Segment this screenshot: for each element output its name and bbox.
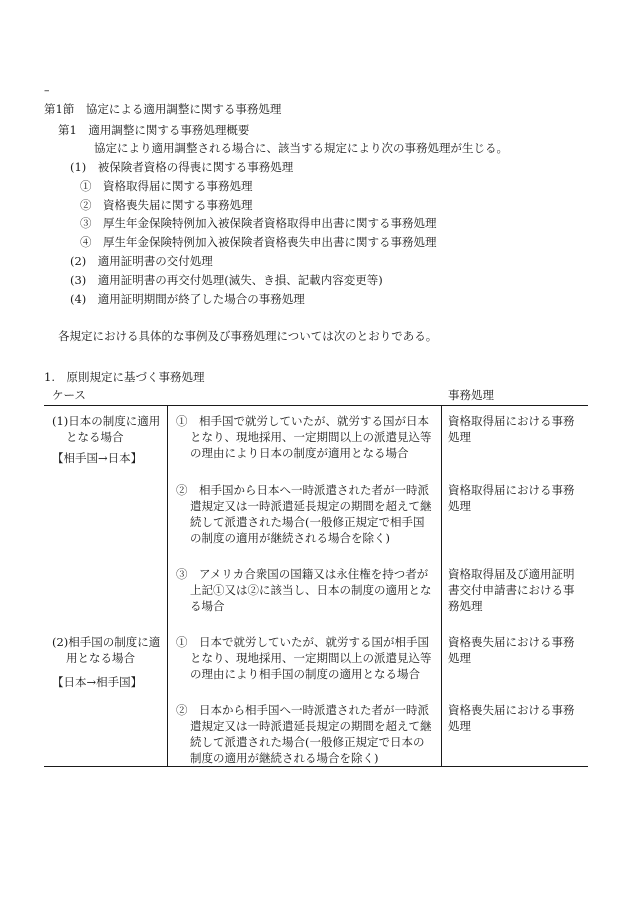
case-description-line: ② 相手国から日本へ一時派遣された者が一時派	[176, 483, 429, 497]
process-text	[448, 566, 584, 614]
case-description-line: ① 日本で就労していたが、就労する国が相手国	[176, 635, 429, 649]
outline-item: (2) 適用証明書の交付処理	[70, 254, 213, 268]
case-description	[176, 566, 438, 614]
table-divider-right	[441, 405, 442, 767]
case-description-line: 上記①又は②に該当し、日本の制度の適用とな	[190, 583, 432, 597]
case-group-tag: 【相手国→日本】	[52, 451, 143, 465]
principle-title: 1. 原則規定に基づく事務処理	[44, 370, 205, 384]
outline-item: (4) 適用証明期間が終了した場合の事務処理	[70, 292, 305, 306]
case-group-title-line2: 用となる場合	[66, 651, 135, 665]
case-group-title-line1: (2)相手国の制度に適	[52, 635, 161, 649]
case-description-line: の理由により相手国の制度の適用となる場合	[190, 667, 420, 681]
outline-item: ① 資格取得届に関する事務処理	[80, 179, 253, 193]
case-description-line: となり、現地採用、一定期間以上の派遣見込等	[190, 430, 432, 444]
case-description	[176, 482, 438, 546]
outline-item: (1) 被保険者資格の得喪に関する事務処理	[70, 160, 294, 174]
case-description-line: ③ アメリカ合衆国の国籍又は永住権を持つ者が	[176, 567, 429, 581]
case-group-title	[52, 634, 164, 666]
intro-text: 協定により適用調整される場合に、該当する規定により次の事務処理が生じる。	[94, 141, 508, 155]
outline-item: (3) 適用証明書の再交付処理(滅失、き損、記載内容変更等)	[70, 273, 383, 287]
case-description-line: 続して派遣された場合(一般修正規定で相手国	[190, 515, 425, 529]
case-description	[176, 702, 438, 766]
process-line: 書交付申請書における事	[448, 583, 575, 597]
case-group-title-line2: となる場合	[66, 430, 124, 444]
case-group-title	[52, 413, 164, 445]
case-group-tag: 【日本→相手国】	[52, 675, 143, 689]
section-title: 第1節 協定による適用調整に関する事務処理	[44, 102, 282, 116]
process-line: 処理	[448, 430, 471, 444]
process-line: 処理	[448, 651, 471, 665]
header-dash: –	[44, 84, 50, 97]
process-text	[448, 702, 584, 734]
process-line: 資格喪失届における事務	[448, 703, 575, 717]
column-header-case: ケース	[52, 388, 86, 402]
process-line: 処理	[448, 719, 471, 733]
table-top-rule	[44, 405, 588, 406]
outline-item: ② 資格喪失届に関する事務処理	[80, 198, 253, 212]
table-bottom-rule	[44, 766, 588, 767]
process-line: 資格取得届における事務	[448, 414, 575, 428]
outline-item: ③ 厚生年金保険特例加入被保険者資格取得申出書に関する事務処理	[80, 216, 437, 230]
case-description-line: の理由により日本の制度が適用となる場合	[190, 446, 409, 460]
process-line: 資格取得届及び適用証明	[448, 567, 575, 581]
sub-title: 第1 適用調整に関する事務処理概要	[58, 123, 250, 137]
process-line: 務処理	[448, 599, 483, 613]
case-description-line: 制度の適用が継続される場合を除く)	[190, 751, 379, 765]
case-description-line: 遣規定又は一時派遣延長規定の期間を超えて継	[190, 499, 432, 513]
process-text	[448, 482, 584, 514]
case-description	[176, 634, 438, 682]
case-description-line: る場合	[190, 599, 225, 613]
case-description	[176, 413, 438, 461]
case-group-title-line1: (1)日本の制度に適用	[52, 414, 161, 428]
case-description-line: の制度の適用が継続される場合を除く)	[190, 531, 390, 545]
table-divider-left	[167, 405, 168, 767]
case-description-line: となり、現地採用、一定期間以上の派遣見込等	[190, 651, 432, 665]
closing-text: 各規定における具体的な事例及び事務処理については次のとおりである。	[58, 329, 438, 343]
case-description-line: 続して派遣された場合(一般修正規定で日本の	[190, 735, 425, 749]
process-line: 資格喪失届における事務	[448, 635, 575, 649]
process-line: 処理	[448, 499, 471, 513]
column-header-process: 事務処理	[448, 388, 494, 402]
case-description-line: 遣規定又は一時派遣延長規定の期間を超えて継	[190, 719, 432, 733]
process-line: 資格取得届における事務	[448, 483, 575, 497]
outline-item: ④ 厚生年金保険特例加入被保険者資格喪失申出書に関する事務処理	[80, 235, 437, 249]
case-description-line: ② 日本から相手国へ一時派遣された者が一時派	[176, 703, 429, 717]
process-text	[448, 413, 584, 445]
case-description-line: ① 相手国で就労していたが、就労する国が日本	[176, 414, 429, 428]
process-text	[448, 634, 584, 666]
